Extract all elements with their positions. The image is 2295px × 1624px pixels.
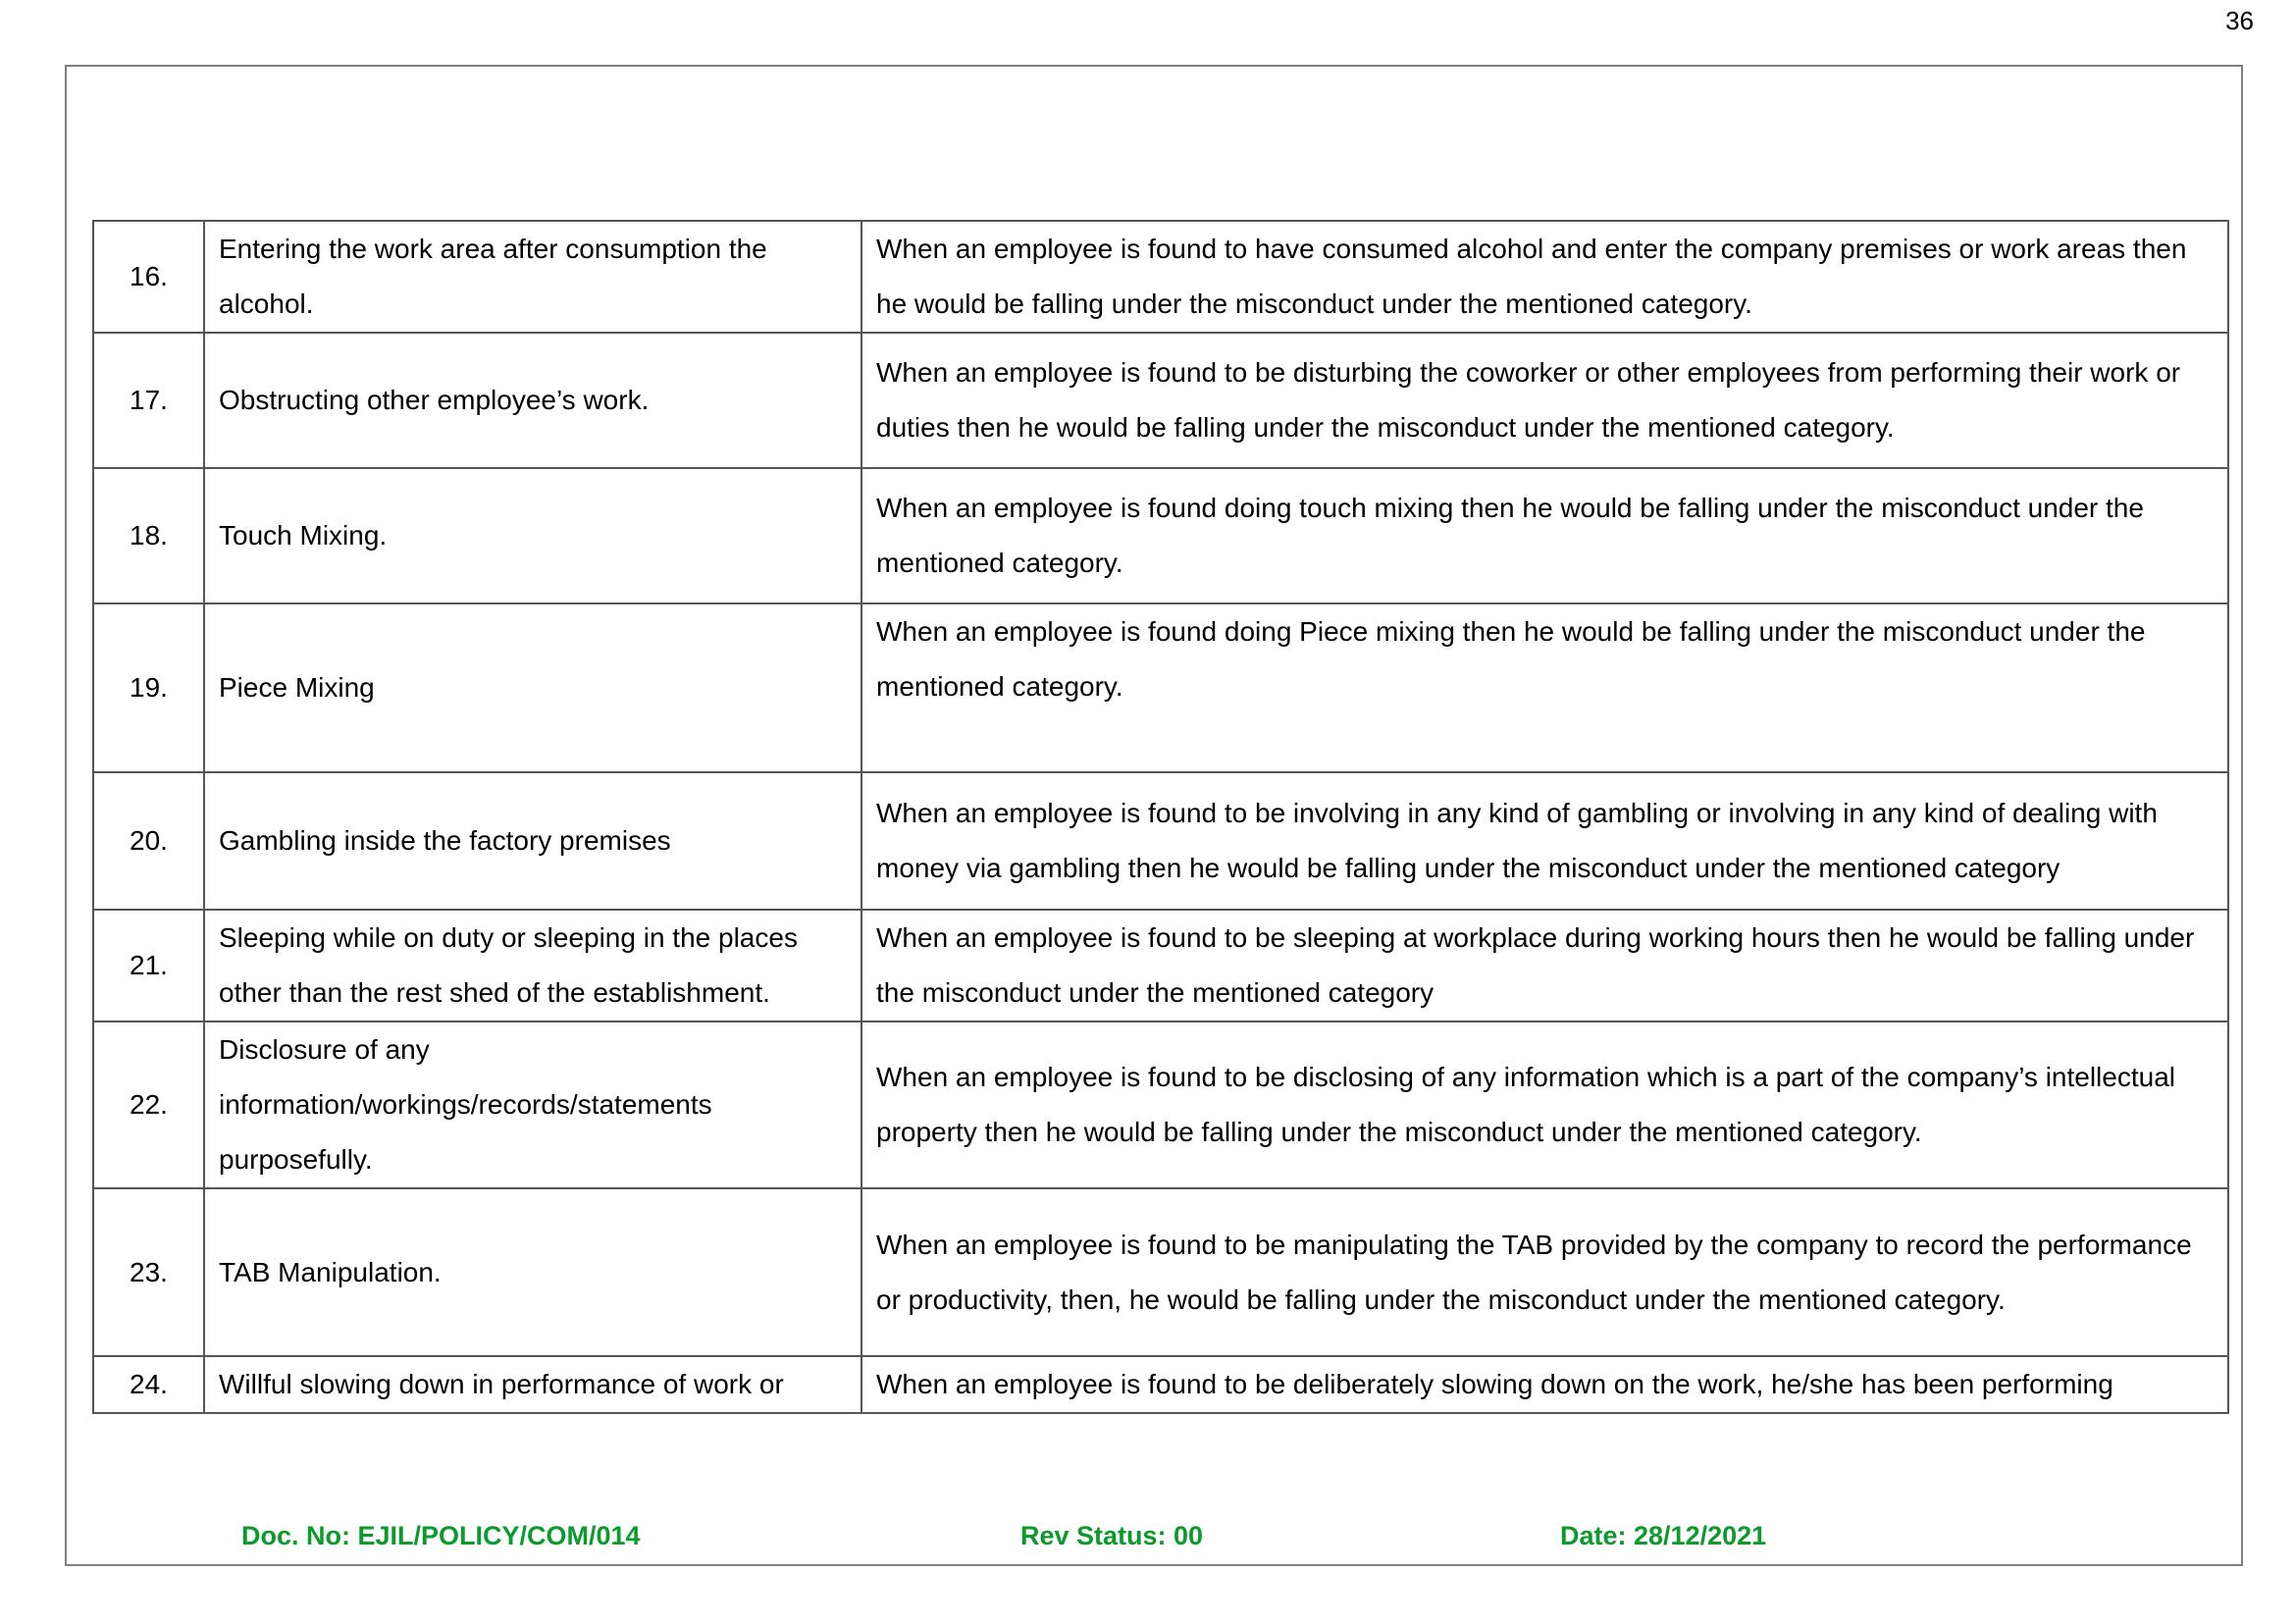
table-row xyxy=(93,1022,2228,1188)
misconduct-title: Obstructing other employee’s work. xyxy=(204,333,861,468)
page-number: 36 xyxy=(2225,6,2254,35)
row-number: 19. xyxy=(93,603,204,772)
misconduct-description: When an employee is found to be manipulating the TAB provided by the company to record the performance or productivity, then, he would be falling under the misconduct under the mentioned category. xyxy=(861,1188,2228,1356)
row-number: 18. xyxy=(93,468,204,603)
misconduct-description: When an employee is found to have consumed alcohol and enter the company premises or work areas then he would be falling under the misconduct under the mentioned category. xyxy=(861,221,2228,333)
misconduct-title: Disclosure of any information/workings/records/statements purposefully. xyxy=(204,1022,861,1188)
table-row xyxy=(93,468,2228,603)
misconduct-description: When an employee is found to be deliberately slowing down on the work, he/she has been performing xyxy=(861,1356,2228,1413)
misconduct-description: When an employee is found doing Piece mixing then he would be falling under the misconduct under the mentioned category. xyxy=(861,603,2228,772)
row-number: 20. xyxy=(93,772,204,910)
row-number: 16. xyxy=(93,221,204,333)
misconduct-title: Touch Mixing. xyxy=(204,468,861,603)
misconduct-title: Entering the work area after consumption the alcohol. xyxy=(204,221,861,333)
table-row xyxy=(93,772,2228,910)
misconduct-title: Piece Mixing xyxy=(204,603,861,772)
misconduct-title: TAB Manipulation. xyxy=(204,1188,861,1356)
row-number: 17. xyxy=(93,333,204,468)
footer-doc-number: Doc. No: EJIL/POLICY/COM/014 xyxy=(241,1521,641,1550)
row-number: 24. xyxy=(93,1356,204,1413)
misconduct-title: Willful slowing down in performance of work or xyxy=(204,1356,861,1413)
misconduct-title: Sleeping while on duty or sleeping in the places other than the rest shed of the establishment. xyxy=(204,910,861,1022)
footer-date: Date: 28/12/2021 xyxy=(1560,1521,1767,1550)
table-row xyxy=(93,1188,2228,1356)
table-row xyxy=(93,910,2228,1022)
misconduct-description: When an employee is found to be disclosing of any information which is a part of the company’s intellectual property then he would be falling under the misconduct under the mentioned category. xyxy=(861,1022,2228,1188)
table-row xyxy=(93,221,2228,333)
table-row xyxy=(93,333,2228,468)
table-row xyxy=(93,603,2228,772)
row-number: 21. xyxy=(93,910,204,1022)
misconduct-description: When an employee is found doing touch mixing then he would be falling under the misconduct under the mentioned category. xyxy=(861,468,2228,603)
misconduct-description: When an employee is found to be involving in any kind of gambling or involving in any kind of dealing with money via gambling then he would be falling under the misconduct under the mentioned category xyxy=(861,772,2228,910)
table-row xyxy=(93,1356,2228,1413)
misconduct-table xyxy=(92,220,2229,1414)
row-number: 23. xyxy=(93,1188,204,1356)
misconduct-description: When an employee is found to be disturbing the coworker or other employees from performing their work or duties then he would be falling under the misconduct under the mentioned category. xyxy=(861,333,2228,468)
misconduct-description: When an employee is found to be sleeping at workplace during working hours then he would be falling under the misconduct under the mentioned category xyxy=(861,910,2228,1022)
misconduct-title: Gambling inside the factory premises xyxy=(204,772,861,910)
row-number: 22. xyxy=(93,1022,204,1188)
footer-rev-status: Rev Status: 00 xyxy=(1020,1521,1204,1550)
